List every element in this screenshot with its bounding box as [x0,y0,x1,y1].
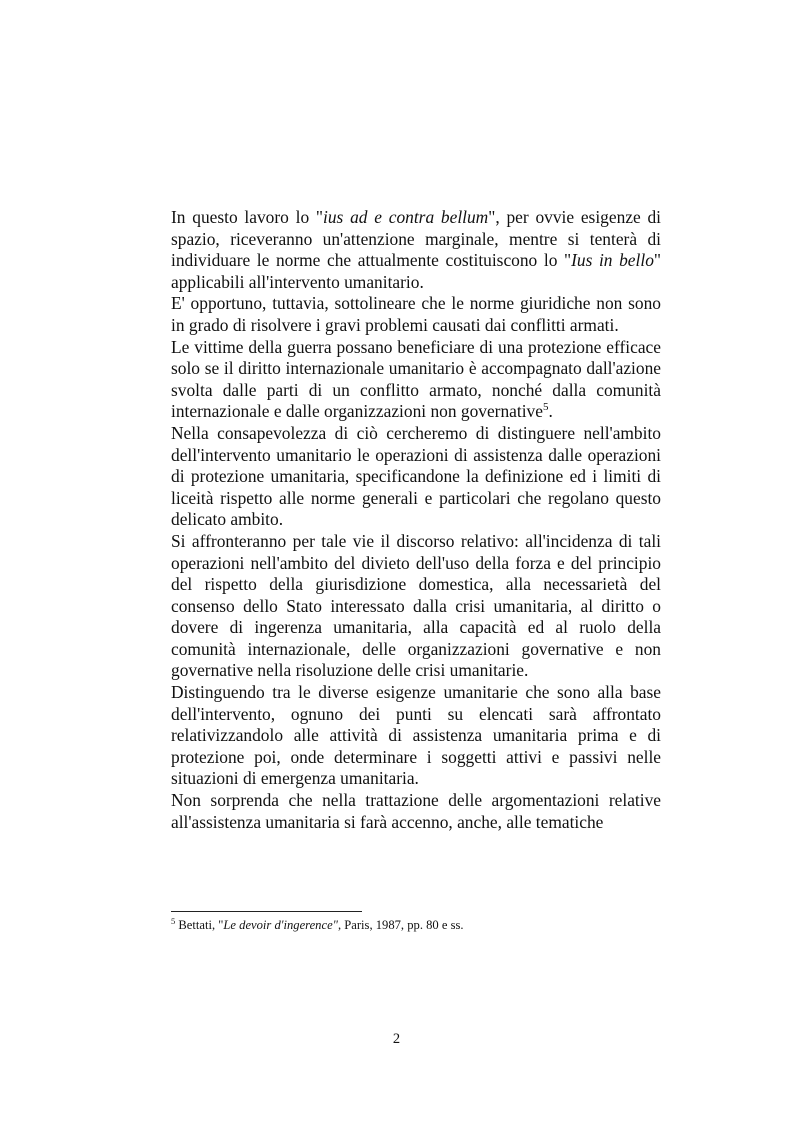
text-run: Nella consapevolezza di ciò cercheremo di distinguere nell'ambito dell'intervento umanitario le operazioni di assistenza dalle operazioni di protezione umanitaria, specificandone la definizione ed i limiti di liceità rispetto alle norme generali e particolari che regolano questo delicato ambito. [171,422,661,530]
text-run: Distinguendo tra le diverse esigenze umanitarie che sono alla base dell'intervento, ognuno dei punti su elencati sarà affrontato relativizzandolo alle attività di assistenza umanitaria prima e di protezione poi, onde determinare i soggetti attivi e passivi nelle situazioni di emergenza umanitaria. [171,682,661,789]
text-run: . [548,401,553,422]
body-text [171,207,661,833]
footnote-5 [171,917,661,933]
text-run: Si affronteranno per tale vie il discorso relativo: all'incidenza di tali operazioni nell'ambito del divieto dell'uso della forza e del principio del rispetto della giurisdizione domestica, alla necessarietà del consenso dello Stato interessato dalla crisi umanitaria, al diritto o dovere di ingerenza umanitaria, alla capacità ed al ruolo della comunità internazionale, delle organizzazioni governative e non governative nella risoluzione delle crisi umanitarie. [171,530,661,681]
text-run: Bettati, " [175,918,224,932]
italic-text: Le devoir d'ingerence" [223,918,338,932]
text-run: E' opportuno, tuttavia, sottolineare che le norme giuridiche non sono in grado di risolvere i gravi problemi causati dai conflitti armati. [171,293,661,335]
footnote-separator [171,911,362,912]
paragraph [171,293,661,336]
paragraph [171,531,661,682]
text-run: ", per ovvie esigenze di spazio, riceveranno un'attenzione marginale, mentre si tenterà di individuare le norme che attualmente costituiscono lo " [171,207,662,271]
italic-text: Ius in bello [571,250,654,271]
text-run: Le vittime della guerra possano beneficiare di una protezione efficace solo se il diritto internazionale umanitario è accompagnato dall'azione svolta dalle parti di un conflitto armato, nonché dalla comunità internazionale e dalle organizzazioni non governative [171,336,661,422]
footnote-marker: 5 [171,915,176,926]
text-run: In questo lavoro lo " [171,207,324,227]
footnote-marker: 5 [542,401,549,414]
paragraph [171,790,661,833]
paragraph [171,423,661,531]
paragraph [171,207,661,293]
italic-text: ius ad e contra bellum [323,207,489,227]
page-number: 2 [392,1031,401,1047]
text-run: , Paris, 1987, pp. 80 e ss. [337,918,464,932]
text-run: Non sorprenda che nella trattazione delle argomentazioni relative all'assistenza umanitaria si farà accenno, anche, alle tematiche [171,790,661,832]
text-run: " applicabili all'intervento umanitario. [171,250,661,292]
paragraph [171,337,661,423]
paragraph [171,682,661,790]
